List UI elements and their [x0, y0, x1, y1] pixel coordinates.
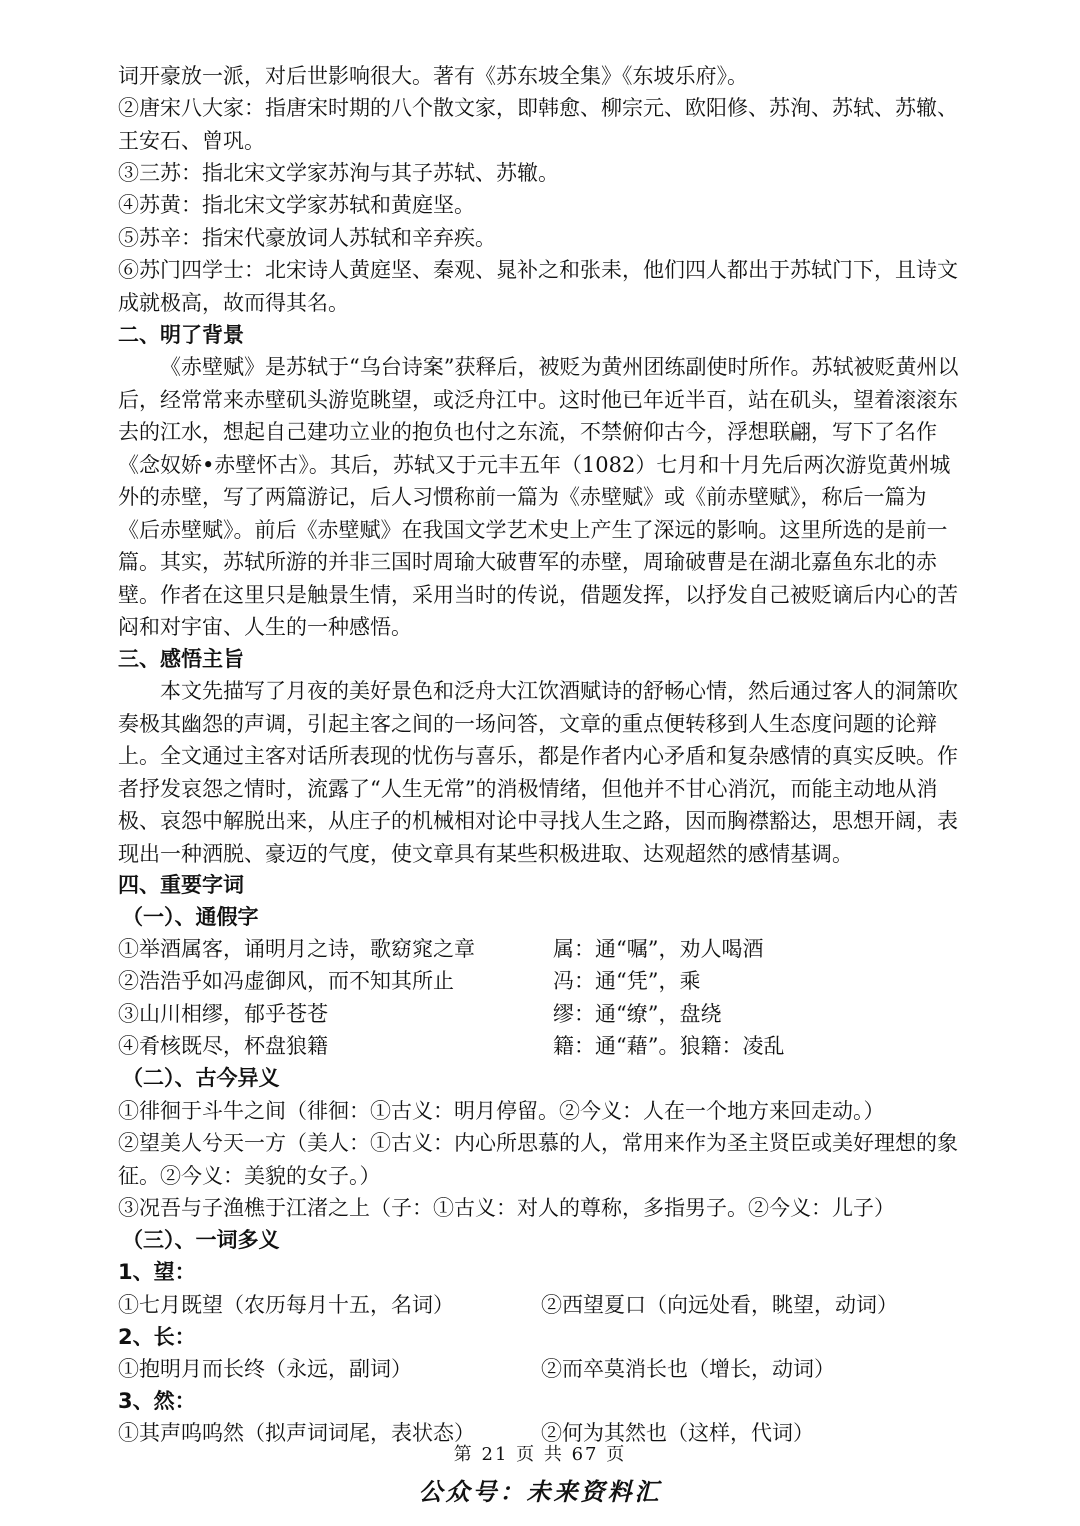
polysemy-sense: ①其声呜呜然（拟声词词尾，表状态）	[118, 1421, 475, 1445]
polysemy-word: 3、然：	[118, 1389, 196, 1413]
page-number: 第 21 页 共 67 页	[453, 1444, 627, 1465]
paragraph-theme: 本文先描写了月夜的美好景色和泛舟大江饮酒赋诗的舒畅心情，然后通过客人的洞箫吹奏极其幽怨的声调，引起主客之间的一场问答，文章的重点便转移到人生态度问题的论辩上。全文通过主客对话所表现的忧伤与喜乐，都是作者内心矛盾和复杂感情的真实反映。作者抒发哀怨之情时，流露了“人生无常”的消极情绪，但他并不甘心消沉，而能主动地从消极、哀怨中解脱出来，从庄子的机械相对论中寻找人生之路，因而胸襟豁达，思想开阔，表现出一种洒脱、豪迈的气度，使文章具有某些积极进取、达观超然的感情基调。	[118, 679, 958, 866]
section-heading-theme: 三、感悟主旨	[118, 647, 244, 671]
paragraph-san-su: ③三苏：指北宋文学家苏洵与其子苏轼、苏辙。	[118, 161, 559, 185]
tongjiazi-sentence: ④肴核既尽，杯盘狼籍	[118, 1034, 328, 1058]
tongjiazi-note: 属：通“嘱”，劝人喝酒	[553, 937, 764, 961]
gujinyiyi-item: ①徘徊于斗牛之间（徘徊：①古义：明月停留。②今义：人在一个地方来回走动。）	[118, 1099, 885, 1123]
gujinyiyi-item: ②望美人兮天一方（美人：①古义：内心所思慕的人，常用来作为圣主贤臣或美好理想的象征。②今义：美貌的女子。）	[118, 1131, 958, 1188]
subheading-tongjiazi: （一）、通假字	[122, 905, 259, 929]
polysemy-sense: ②西望夏口（向远处看，眺望，动词）	[541, 1293, 898, 1317]
tongjiazi-sentence: ③山川相缪，郁乎苍苍	[118, 1002, 328, 1026]
paragraph-sumen-four: ⑥苏门四学士：北宋诗人黄庭坚、秦观、晁补之和张耒，他们四人都出于苏轼门下，且诗文成就极高，故而得其名。	[118, 258, 958, 315]
footer-brand: 公众号：未来资料汇	[418, 1478, 662, 1506]
tongjiazi-note: 籍：通“藉”。狼籍：凌乱	[553, 1034, 785, 1058]
gujinyiyi-item: ③况吾与子渔樵于江渚之上（子：①古义：对人的尊称，多指男子。②今义：儿子）	[118, 1196, 895, 1220]
subheading-yiciduoyi: （三）、一词多义	[122, 1228, 280, 1252]
paragraph-background: 《赤壁赋》是苏轼于“乌台诗案”获释后，被贬为黄州团练副使时所作。苏轼被贬黄州以后，经常常来赤壁矶头游览眺望，或泛舟江中。这时他已年近半百，站在矶头，望着滚滚东去的江水，想起自己建功立业的抱负也付之东流，不禁俯仰古今，浮想联翩，写下了名作《念奴娇•赤壁怀古》。其后，苏轼又于元丰五年（1082）七月和十月先后两次游览黄州城外的赤壁，写了两篇游记，后人习惯称前一篇为《赤壁赋》或《前赤壁赋》，称后一篇为《后赤壁赋》。前后《赤壁赋》在我国文学艺术史上产生了深远的影响。这里所选的是前一篇。其实，苏轼所游的并非三国时周瑜大破曹军的赤壁，周瑜破曹是在湖北嘉鱼东北的赤壁。作者在这里只是触景生情，采用当时的传说，借题发挥，以抒发自己被贬谪后内心的苦闷和对宇宙、人生的一种感悟。	[118, 355, 959, 639]
tongjiazi-note: 冯：通“凭”，乘	[553, 969, 701, 993]
section-heading-background: 二、明了背景	[118, 323, 244, 347]
paragraph-intro-end: 词开豪放一派，对后世影响很大。著有《苏东坡全集》《东坡乐府》。	[118, 64, 748, 88]
paragraph-su-huang: ④苏黄：指北宋文学家苏轼和黄庭坚。	[118, 193, 475, 217]
paragraph-tang-song-eight: ②唐宋八大家：指唐宋时期的八个散文家，即韩愈、柳宗元、欧阳修、苏洵、苏轼、苏辙、王安石、曾巩。	[118, 96, 958, 153]
subheading-gujinyiyi: （二）、古今异义	[122, 1066, 280, 1090]
polysemy-sense: ②而卒莫消长也（增长，动词）	[541, 1357, 835, 1381]
polysemy-sense: ②何为其然也（这样，代词）	[541, 1421, 814, 1445]
polysemy-sense: ①七月既望（农历每月十五，名词）	[118, 1293, 454, 1317]
polysemy-word: 1、望：	[118, 1260, 196, 1284]
polysemy-sense: ①抱明月而长终（永远，副词）	[118, 1357, 412, 1381]
section-heading-key-words: 四、重要字词	[118, 873, 244, 897]
polysemy-word: 2、长：	[118, 1325, 196, 1349]
tongjiazi-note: 缪：通“缭”，盘绕	[553, 1002, 722, 1026]
tongjiazi-sentence: ①举酒属客，诵明月之诗，歌窈窕之章	[118, 937, 475, 961]
tongjiazi-sentence: ②浩浩乎如冯虚御风，而不知其所止	[118, 969, 454, 993]
paragraph-su-xin: ⑤苏辛：指宋代豪放词人苏轼和辛弃疾。	[118, 226, 496, 250]
